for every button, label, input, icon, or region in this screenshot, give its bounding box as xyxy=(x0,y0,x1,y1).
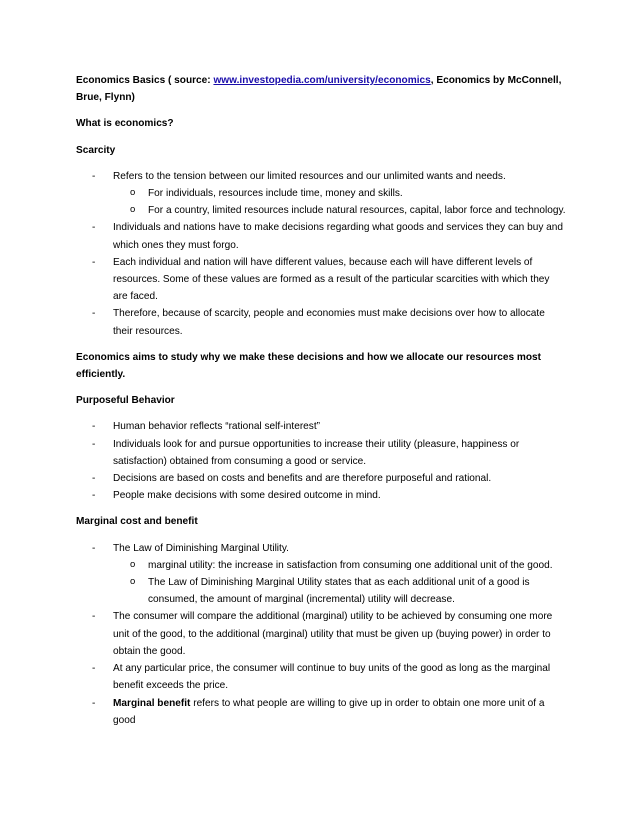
list-item-text: The Law of Diminishing Marginal Utility. xyxy=(113,542,289,554)
purposeful-behavior-heading: Purposeful Behavior xyxy=(76,395,175,407)
question-heading: What is economics? xyxy=(76,118,174,130)
scarcity-heading: Scarcity xyxy=(76,144,116,156)
sub-list xyxy=(113,557,566,609)
list-item-text: refers to what people are willing to give up in order to obtain one more unit of a good xyxy=(113,697,545,726)
marginal-benefit-term: Marginal benefit xyxy=(113,697,191,709)
sub-list-item: o The Law of Diminishing Marginal Utility states that as each additional unit of a good is consumed, the amount of marginal (incremental) utility will decrease. xyxy=(113,574,566,608)
sub-list-item: o For individuals, resources include time, money and skills. xyxy=(113,185,566,202)
list-item xyxy=(76,168,566,220)
document-page xyxy=(76,72,566,738)
source-link[interactable]: www.investopedia.com/university/economics xyxy=(213,75,431,86)
list-item: - Individuals look for and pursue opportunities to increase their utility (pleasure, happiness or satisfaction) obtained from consuming a good or service. xyxy=(76,436,566,470)
sub-list xyxy=(113,185,566,219)
sub-list-item: o For a country, limited resources include natural resources, capital, labor force and technology. xyxy=(113,202,566,219)
list-item: - Each individual and nation will have different values, because each will have different levels of resources. Some of these values are formed as a result of the particular scarcities with which they are faced. xyxy=(76,254,566,306)
marginal-cost-benefit-heading: Marginal cost and benefit xyxy=(76,516,198,528)
purposeful-behavior-list xyxy=(76,418,566,504)
sub-list-item: o marginal utility: the increase in satisfaction from consuming one additional unit of the good. xyxy=(113,557,566,574)
list-item xyxy=(76,540,566,609)
economics-aim-statement: Economics aims to study why we make these decisions and how we allocate our resources most efficiently. xyxy=(76,351,542,381)
list-item: - Human behavior reflects “rational self-interest” xyxy=(76,418,566,435)
list-item: - At any particular price, the consumer will continue to buy units of the good as long as the marginal benefit exceeds the price. xyxy=(76,660,566,694)
list-item: - The consumer will compare the additional (marginal) utility to be achieved by consuming one more unit of the good, to the additional (marginal) utility that must be given up (buying power) in order to obtain the good. xyxy=(76,608,566,660)
list-item: - Decisions are based on costs and benefits and are therefore purposeful and rational. xyxy=(76,470,566,487)
list-item: - Individuals and nations have to make decisions regarding what goods and services they can buy and which ones they must forgo. xyxy=(76,219,566,253)
list-item: - People make decisions with some desired outcome in mind. xyxy=(76,487,566,504)
title-suffix: , Economics by McConnell, Brue, Flynn) xyxy=(76,75,562,104)
list-item: - Therefore, because of scarcity, people and economies must make decisions over how to allocate their resources. xyxy=(76,305,566,339)
list-item xyxy=(76,695,566,729)
list-item-text: Refers to the tension between our limited resources and our unlimited wants and needs. xyxy=(113,170,506,182)
scarcity-list xyxy=(76,168,566,340)
marginal-list xyxy=(76,540,566,729)
title-prefix: Economics Basics ( source: xyxy=(76,75,214,86)
document-title xyxy=(76,72,566,106)
